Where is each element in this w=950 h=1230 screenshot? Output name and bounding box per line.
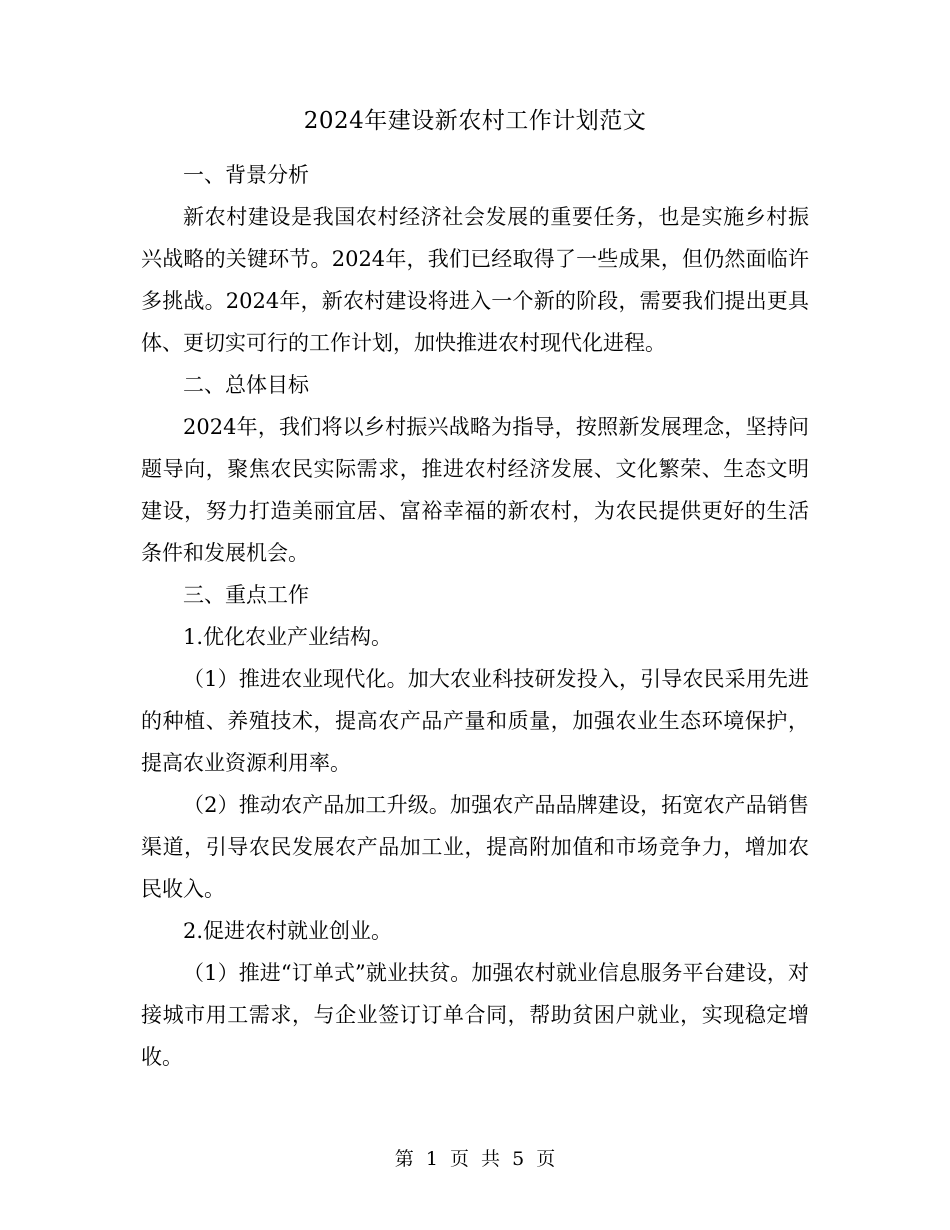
section-heading-key-work: 三、重点工作 xyxy=(183,583,309,607)
paragraph-processing: （2）推动农产品加工升级。加强农产品品牌建设，拓宽农产品销售渠道，引导农民发展农产品加工业，提高附加值和市场竞争力，增加农民收入。 xyxy=(141,793,809,901)
document-body xyxy=(141,154,809,1078)
footer-prefix: 第 xyxy=(394,1148,414,1170)
page-footer xyxy=(0,1146,950,1172)
footer-page-number: 1 xyxy=(425,1148,438,1170)
footer-page-label: 页 xyxy=(449,1148,469,1170)
footer-total-pages: 5 xyxy=(512,1148,525,1170)
footer-suffix: 页 xyxy=(536,1148,556,1170)
document-title: 2024年建设新农村工作计划范文 xyxy=(303,108,647,134)
paragraph-modernization: （1）推进农业现代化。加大农业科技研发投入，引导农民采用先进的种植、养殖技术，提高农产品产量和质量，加强农业生态环境保护，提高农业资源利用率。 xyxy=(141,667,809,775)
paragraph-goals: 2024年，我们将以乡村振兴战略为指导，按照新发展理念，坚持问题导向，聚焦农民实际需求，推进农村经济发展、文化繁荣、生态文明建设，努力打造美丽宜居、富裕幸福的新农村，为农民提供更好的生活条件和发展机会。 xyxy=(141,415,809,565)
subheading-employment: 2.促进农村就业创业。 xyxy=(183,919,393,943)
footer-total-label: 共 xyxy=(481,1148,501,1170)
paragraph-order-employment: （1）推进“订单式”就业扶贫。加强农村就业信息服务平台建设，对接城市用工需求，与企业签订订单合同，帮助贫困户就业，实现稳定增收。 xyxy=(141,961,809,1069)
paragraph-background: 新农村建设是我国农村经济社会发展的重要任务，也是实施乡村振兴战略的关键环节。2024年，我们已经取得了一些成果，但仍然面临许多挑战。2024年，新农村建设将进入一个新的阶段，需要我们提出更具体、更切实可行的工作计划，加快推进农村现代化进程。 xyxy=(141,205,809,355)
section-heading-background: 一、背景分析 xyxy=(183,163,309,187)
section-heading-goals: 二、总体目标 xyxy=(183,373,309,397)
subheading-industry: 1.优化农业产业结构。 xyxy=(183,625,393,649)
